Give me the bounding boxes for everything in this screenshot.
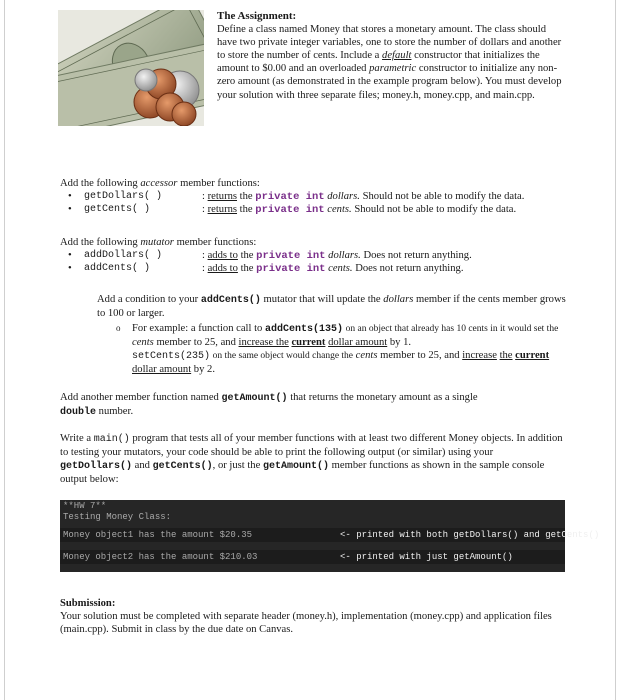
mutator-func-name: addCents( ) <box>84 263 151 274</box>
main-code4: getAmount() <box>262 461 329 472</box>
mutator-intro-em: mutator <box>140 237 174 248</box>
desc-keyword: private int <box>255 191 325 203</box>
main-pre: Write a <box>60 433 92 444</box>
money-photo <box>58 10 204 126</box>
getamount-paragraph <box>60 391 565 419</box>
bullet-icon: • <box>68 191 72 202</box>
desc-var: cents. <box>328 263 353 274</box>
accessor-func-desc: : returns the private int dollars. Should not be able to modify the data. <box>202 191 525 203</box>
getamount-code: getAmount() <box>221 393 288 404</box>
main-paragraph <box>60 432 565 486</box>
ex-mid3: by 1. <box>389 337 412 348</box>
getamount-code2: double <box>60 407 97 418</box>
mutator-func-desc: : adds to the private int cents. Does not return anything. <box>202 263 464 275</box>
console-note-3: <- printed with just getAmount() <box>340 552 513 562</box>
ex-u2b: the <box>499 350 513 361</box>
main-and: and <box>134 460 150 471</box>
console-line-2: Money object1 has the amount $20.35 <box>63 530 253 540</box>
getamount-post: number. <box>98 406 134 417</box>
desc-var: cents. <box>327 204 352 215</box>
mutator-item-addcents <box>60 262 565 275</box>
ex-mid5: member to 25, and <box>380 350 460 361</box>
mutator-section <box>60 236 565 275</box>
desc-var: dollars. <box>327 191 360 202</box>
circle-bullet-icon: o <box>116 323 121 333</box>
ex-u2d: dollar amount <box>132 364 192 375</box>
desc-rest: Should not be able to modify the data. <box>362 191 525 202</box>
condition-em: dollars <box>383 294 414 305</box>
accessor-func-name: getCents( ) <box>84 204 151 215</box>
parametric-word: parametric <box>369 63 417 75</box>
console-line-1: Testing Money Class: <box>63 512 172 522</box>
ex-u1c: dollar amount <box>328 337 388 348</box>
desc-keyword: private int <box>256 250 326 262</box>
desc-verb: adds to <box>207 250 238 261</box>
desc-the: the <box>240 263 254 274</box>
mutator-func-name: addDollars( ) <box>84 250 163 261</box>
getamount-mid: that returns the monetary amount as a single <box>290 392 478 403</box>
mutator-item-adddollars <box>60 249 565 262</box>
desc-var: dollars. <box>328 250 361 261</box>
assignment-text-3: constructor to initialize any non-zero amount (as demonstrated in the example program below). You must develop your solution with three separate files; money.h, money.cpp, and main.cpp. <box>217 63 562 101</box>
condition-mid: mutator that will update the <box>263 294 381 305</box>
ex-u1b: current <box>291 337 326 348</box>
ex-mid2: member to 25, and <box>156 337 236 348</box>
ex-mid1: on an object that already has 10 cents in it would set the <box>345 324 559 334</box>
ex-code1: addCents(135) <box>264 324 343 335</box>
bullet-icon: • <box>68 204 72 215</box>
example-text <box>132 322 572 376</box>
accessor-section <box>60 177 565 216</box>
desc-the: the <box>240 250 254 261</box>
ex-u2c: current <box>515 350 550 361</box>
default-word: default <box>382 50 412 62</box>
condition-post: member if the cents member grows to 100 or larger. <box>97 294 566 319</box>
desc-the: the <box>239 204 253 215</box>
desc-keyword: private int <box>255 204 325 216</box>
main-post: member functions as shown in the sample console output below: <box>60 460 545 485</box>
desc-the: the <box>239 191 253 202</box>
desc-rest: Does not return anything. <box>363 250 472 261</box>
assignment-text-1: Define a class named Money that stores a monetary amount. The class should have two private integer variables, one to store the number of dollars and another to store the number of cents. Include a <box>217 24 562 62</box>
console-header: **HW 7** <box>63 501 107 511</box>
desc-verb: returns <box>207 191 238 202</box>
console-note-2: <- printed with both getDollars() and getCents() <box>340 530 600 540</box>
desc-rest: Should not be able to modify the data. <box>354 204 517 215</box>
console-line-3: Money object2 has the amount $210.03 <box>63 552 258 562</box>
console-output <box>60 500 600 572</box>
mutator-intro-post: member functions: <box>176 237 257 248</box>
assignment-block <box>217 10 562 102</box>
ex-code2: setCents(235) <box>132 351 211 362</box>
ex-post: by 2. <box>193 364 215 375</box>
desc-verb: adds to <box>207 263 238 274</box>
main-code3: getCents() <box>152 461 213 472</box>
accessor-intro-pre: Add the following <box>60 178 138 189</box>
desc-rest: Does not return anything. <box>355 263 464 274</box>
assignment-text-2: constructor that initializes the amount to $0.00 and an overloaded <box>217 50 540 75</box>
bullet-icon: • <box>68 250 72 261</box>
main-code2: getDollars() <box>60 461 133 472</box>
condition-pre: Add a condition to your <box>97 294 199 305</box>
submission-text: Your solution must be completed with separate header (money.h), implementation (money.cpp) and application files (main.cpp). Submit in class by the due date on Canvas. <box>60 611 552 635</box>
main-mid2: , or just the <box>212 460 261 471</box>
condition-paragraph <box>97 293 567 320</box>
bullet-icon: • <box>68 263 72 274</box>
submission-section <box>60 597 565 636</box>
accessor-intro-post: member functions: <box>180 178 260 189</box>
submission-title: Submission: <box>60 598 116 609</box>
ex-pre: For example: a function call to <box>132 323 263 334</box>
main-mid1: program that tests all of your member functions with at least two different Money objects. In addition to testing your mutators, your code should be able to print the following output (or similar) using your <box>60 433 563 458</box>
mutator-func-desc: : adds to the private int dollars. Does not return anything. <box>202 250 472 262</box>
desc-keyword: private int <box>256 263 326 275</box>
accessor-func-desc: : returns the private int cents. Should not be able to modify the data. <box>202 204 517 216</box>
mutator-intro <box>60 236 565 249</box>
desc-verb: returns <box>207 204 238 215</box>
mutator-intro-pre: Add the following <box>60 237 138 248</box>
getamount-pre: Add another member function named <box>60 392 219 403</box>
ex-em1: cents <box>132 337 154 348</box>
condition-code: addCents() <box>200 295 261 306</box>
ex-u1a: increase the <box>238 337 289 348</box>
ex-em2: cents <box>355 350 378 361</box>
ex-u2a: increase <box>462 350 497 361</box>
accessor-intro <box>60 177 565 190</box>
accessor-func-name: getDollars( ) <box>84 191 163 202</box>
assignment-title: The Assignment: <box>217 10 297 22</box>
accessor-item-getcents <box>60 203 565 216</box>
ex-mid4: on the same object would change the <box>212 351 354 361</box>
accessor-intro-em: accessor <box>140 178 178 189</box>
main-code1: main() <box>93 434 130 445</box>
accessor-item-getdollars <box>60 190 565 203</box>
